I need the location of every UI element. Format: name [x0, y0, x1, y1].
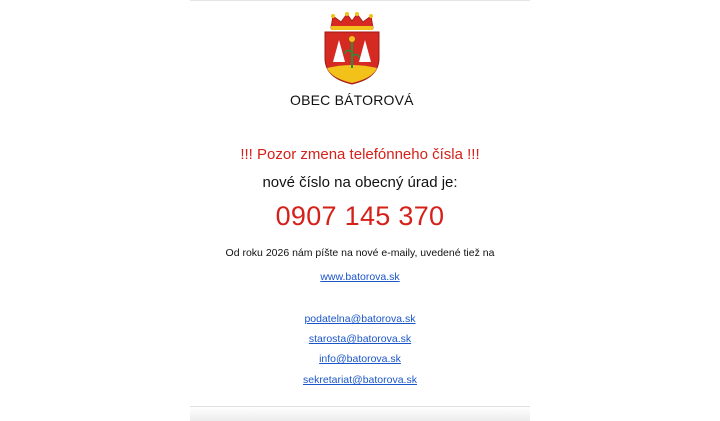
- coat-of-arms-emblem: [321, 12, 383, 86]
- email-link-starosta[interactable]: starosta@batorova.sk: [308, 333, 412, 345]
- email-link-podatelna[interactable]: podatelna@batorova.sk: [304, 313, 416, 325]
- email-info-text: Od roku 2026 nám píšte na nové e-maily, uvedené tiež na: [225, 247, 495, 259]
- website-link[interactable]: www.batorova.sk: [320, 271, 400, 283]
- email-row: [190, 370, 530, 388]
- page-bottom-edge: [190, 406, 530, 421]
- phone-change-warning: !!! Pozor zmena telefónneho čísla !!!: [240, 146, 480, 163]
- new-number-label: nové číslo na obecný úrad je:: [262, 174, 458, 191]
- email-row: [190, 349, 530, 367]
- page-title: OBEC BÁTOROVÁ: [290, 92, 414, 108]
- email-row: [190, 309, 530, 327]
- email-row: [190, 329, 530, 347]
- crown-icon: [331, 12, 373, 30]
- phone-number: 0907 145 370: [275, 201, 445, 231]
- email-link-sekretariat[interactable]: sekretariat@batorova.sk: [303, 374, 417, 386]
- website-row: [190, 267, 530, 285]
- email-link-info[interactable]: info@batorova.sk: [319, 353, 401, 365]
